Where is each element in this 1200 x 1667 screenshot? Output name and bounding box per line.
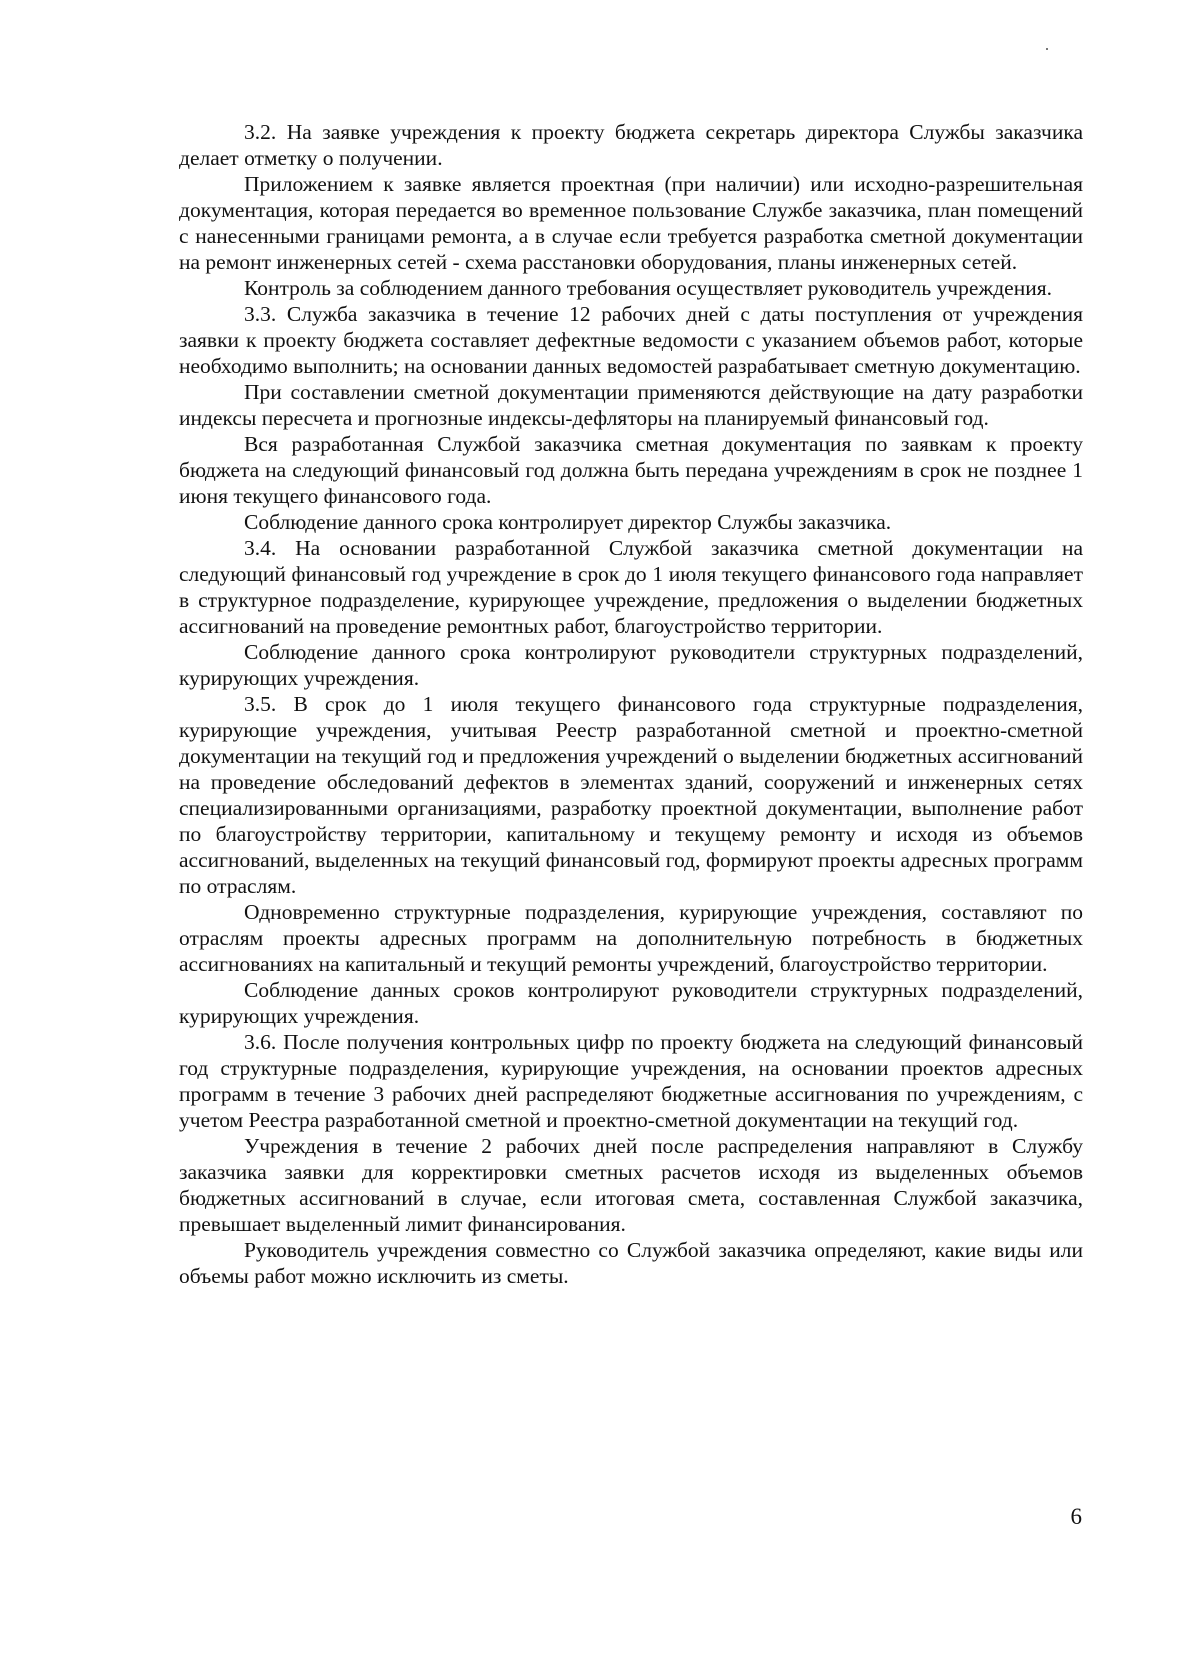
paragraph-exclusions: Руководитель учреждения совместно со Службой заказчика определяют, какие виды или объемы работ можно исключить из сметы. (179, 1238, 1083, 1288)
paragraph-deadline-june: Вся разработанная Службой заказчика сметная документация по заявкам к проекту бюджета на следующий финансовый год должна быть передана учреждениям в срок не позднее 1 июня текущего финансового года. (179, 432, 1083, 508)
paragraph-indices: При составлении сметной документации применяются действующие на дату разработки индексы пересчета и прогнозные индексы-дефляторы на планируемый финансовый год. (179, 380, 1083, 430)
paragraph-director-control: Соблюдение данного срока контролирует директор Службы заказчика. (244, 510, 892, 534)
paragraph-3-3: 3.3. Служба заказчика в течение 12 рабочих дней с даты поступления от учреждения заявки к проекту бюджета составляет дефектные ведомости с указанием объемов работ, которые необходимо выполнить; на основании данных ведомостей разрабатывает сметную документацию. (179, 302, 1083, 378)
paragraph-3-5: 3.5. В срок до 1 июля текущего финансового года структурные подразделения, курирующие учреждения, учитывая Реестр разработанной сметной и проектно-сметной документации на текущий год и предложения учреждений о выделении бюджетных ассигнований на проведение обследований дефектов в элементах зданий, сооружений и инженерных сетях специализированными организациями, разработку проектной документации, выполнение работ по благоустройству территории, капитальному и текущему ремонту и исходя из объемов ассигнований, выделенных на текущий финансовый год, формируют проекты адресных программ по отраслям. (179, 692, 1083, 898)
paragraph-correction-requests: Учреждения в течение 2 рабочих дней после распределения направляют в Службу заказчика заявки для корректировки сметных расчетов исходя из выделенных объемов бюджетных ассигнований в случае, если итоговая смета, составленная Службой заказчика, превышает выделенный лимит финансирования. (179, 1134, 1083, 1236)
paragraph-appendix: Приложением к заявке является проектная (при наличии) или исходно-разрешительная документация, которая передается во временное пользование Службе заказчика, план помещений с нанесенными границами ремонта, а в случае если требуется разработка сметной документации на ремонт инженерных сетей - схема расстановки оборудования, планы инженерных сетей. (179, 172, 1083, 274)
page-number: 6 (1070, 1504, 1082, 1529)
body-text (179, 119, 1083, 1289)
paragraph-control-head: Контроль за соблюдением данного требования осуществляет руководитель учреждения. (244, 276, 1052, 300)
paragraph-3-2: 3.2. На заявке учреждения к проекту бюджета секретарь директора Службы заказчика делает отметку о получении. (179, 120, 1083, 170)
paragraph-control-units-1: Соблюдение данного срока контролируют руководители структурных подразделений, курирующих учреждения. (179, 640, 1083, 690)
paragraph-control-units-2: Соблюдение данных сроков контролируют руководители структурных подразделений, курирующих учреждения. (179, 978, 1083, 1028)
paragraph-additional-need: Одновременно структурные подразделения, курирующие учреждения, составляют по отраслям проекты адресных программ на дополнительную потребность в бюджетных ассигнованиях на капитальный и текущий ремонты учреждений, благоустройство территории. (179, 900, 1083, 976)
paragraph-3-6: 3.6. После получения контрольных цифр по проекту бюджета на следующий финансовый год структурные подразделения, курирующие учреждения, на основании проектов адресных программ в течение 3 рабочих дней распределяют бюджетные ассигнования по учреждениям, с учетом Реестра разработанной сметной и проектно-сметной документации на текущий год. (179, 1030, 1083, 1132)
scan-speck (1046, 48, 1048, 50)
paragraph-3-4: 3.4. На основании разработанной Службой заказчика сметной документации на следующий финансовый год учреждение в срок до 1 июля текущего финансового года направляет в структурное подразделение, курирующее учреждение, предложения о выделении бюджетных ассигнований на проведение ремонтных работ, благоустройство территории. (179, 536, 1083, 638)
